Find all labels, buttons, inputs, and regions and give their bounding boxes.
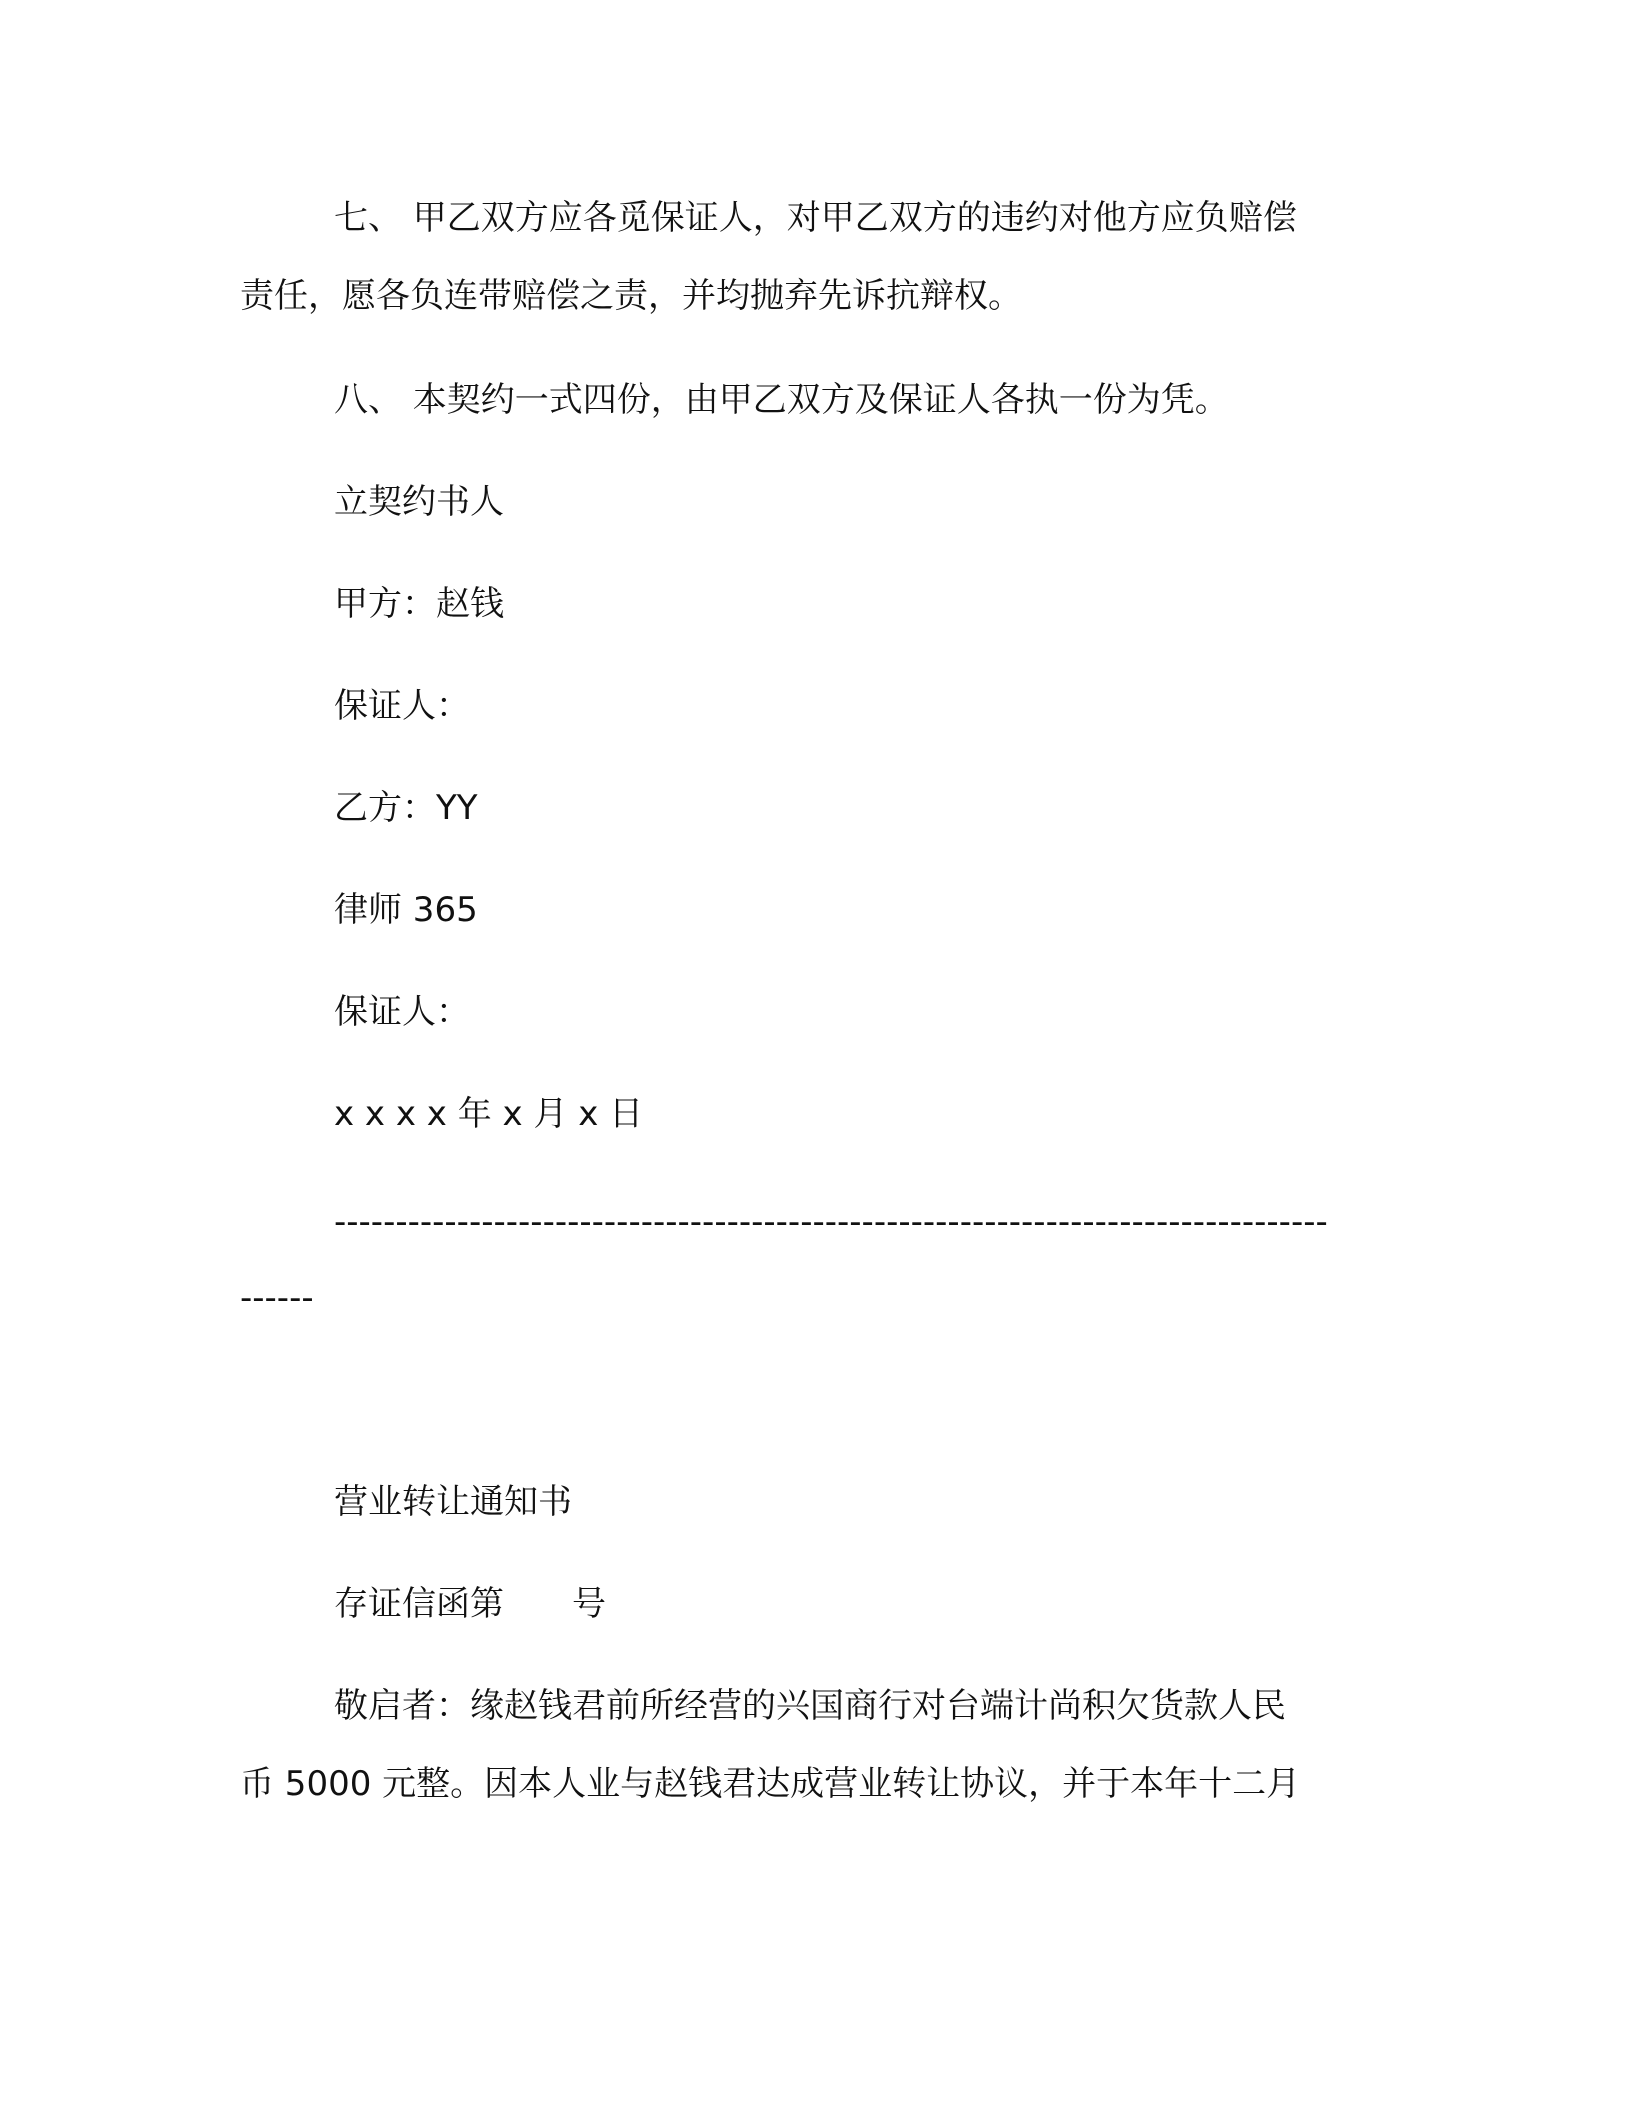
- guarantor-b: 保证人：: [334, 992, 470, 1032]
- clause-7-line-1: 七、 甲乙双方应各觅保证人，对甲乙双方的违约对他方应负赔偿: [334, 198, 1297, 238]
- lawyer-label: 律师 365: [334, 890, 478, 930]
- separator-line-1: ---------------------------------------------------------------------------------: [334, 1202, 1328, 1242]
- party-b: 乙方：YY: [334, 788, 478, 828]
- clause-7-line-2: 责任，愿各负连带赔偿之责，并均抛弃先诉抗辩权。: [240, 276, 1022, 316]
- notice-title: 营业转让通知书: [334, 1482, 572, 1522]
- clause-8: 八、 本契约一式四份，由甲乙双方及保证人各执一份为凭。: [334, 380, 1229, 420]
- signing-date: x x x x 年 x 月 x 日: [334, 1094, 644, 1134]
- guarantor-a: 保证人：: [334, 686, 470, 726]
- separator-line-2: ------: [240, 1278, 314, 1318]
- signers-heading: 立契约书人: [334, 482, 504, 522]
- notice-body-line-2: 币 5000 元整。因本人业与赵钱君达成营业转让协议，并于本年十二月: [240, 1764, 1301, 1804]
- party-a: 甲方：赵钱: [334, 584, 504, 624]
- notice-body-line-1: 敬启者：缘赵钱君前所经营的兴国商行对台端计尚积欠货款人民: [334, 1686, 1286, 1726]
- letter-number: 存证信函第 号: [334, 1584, 606, 1624]
